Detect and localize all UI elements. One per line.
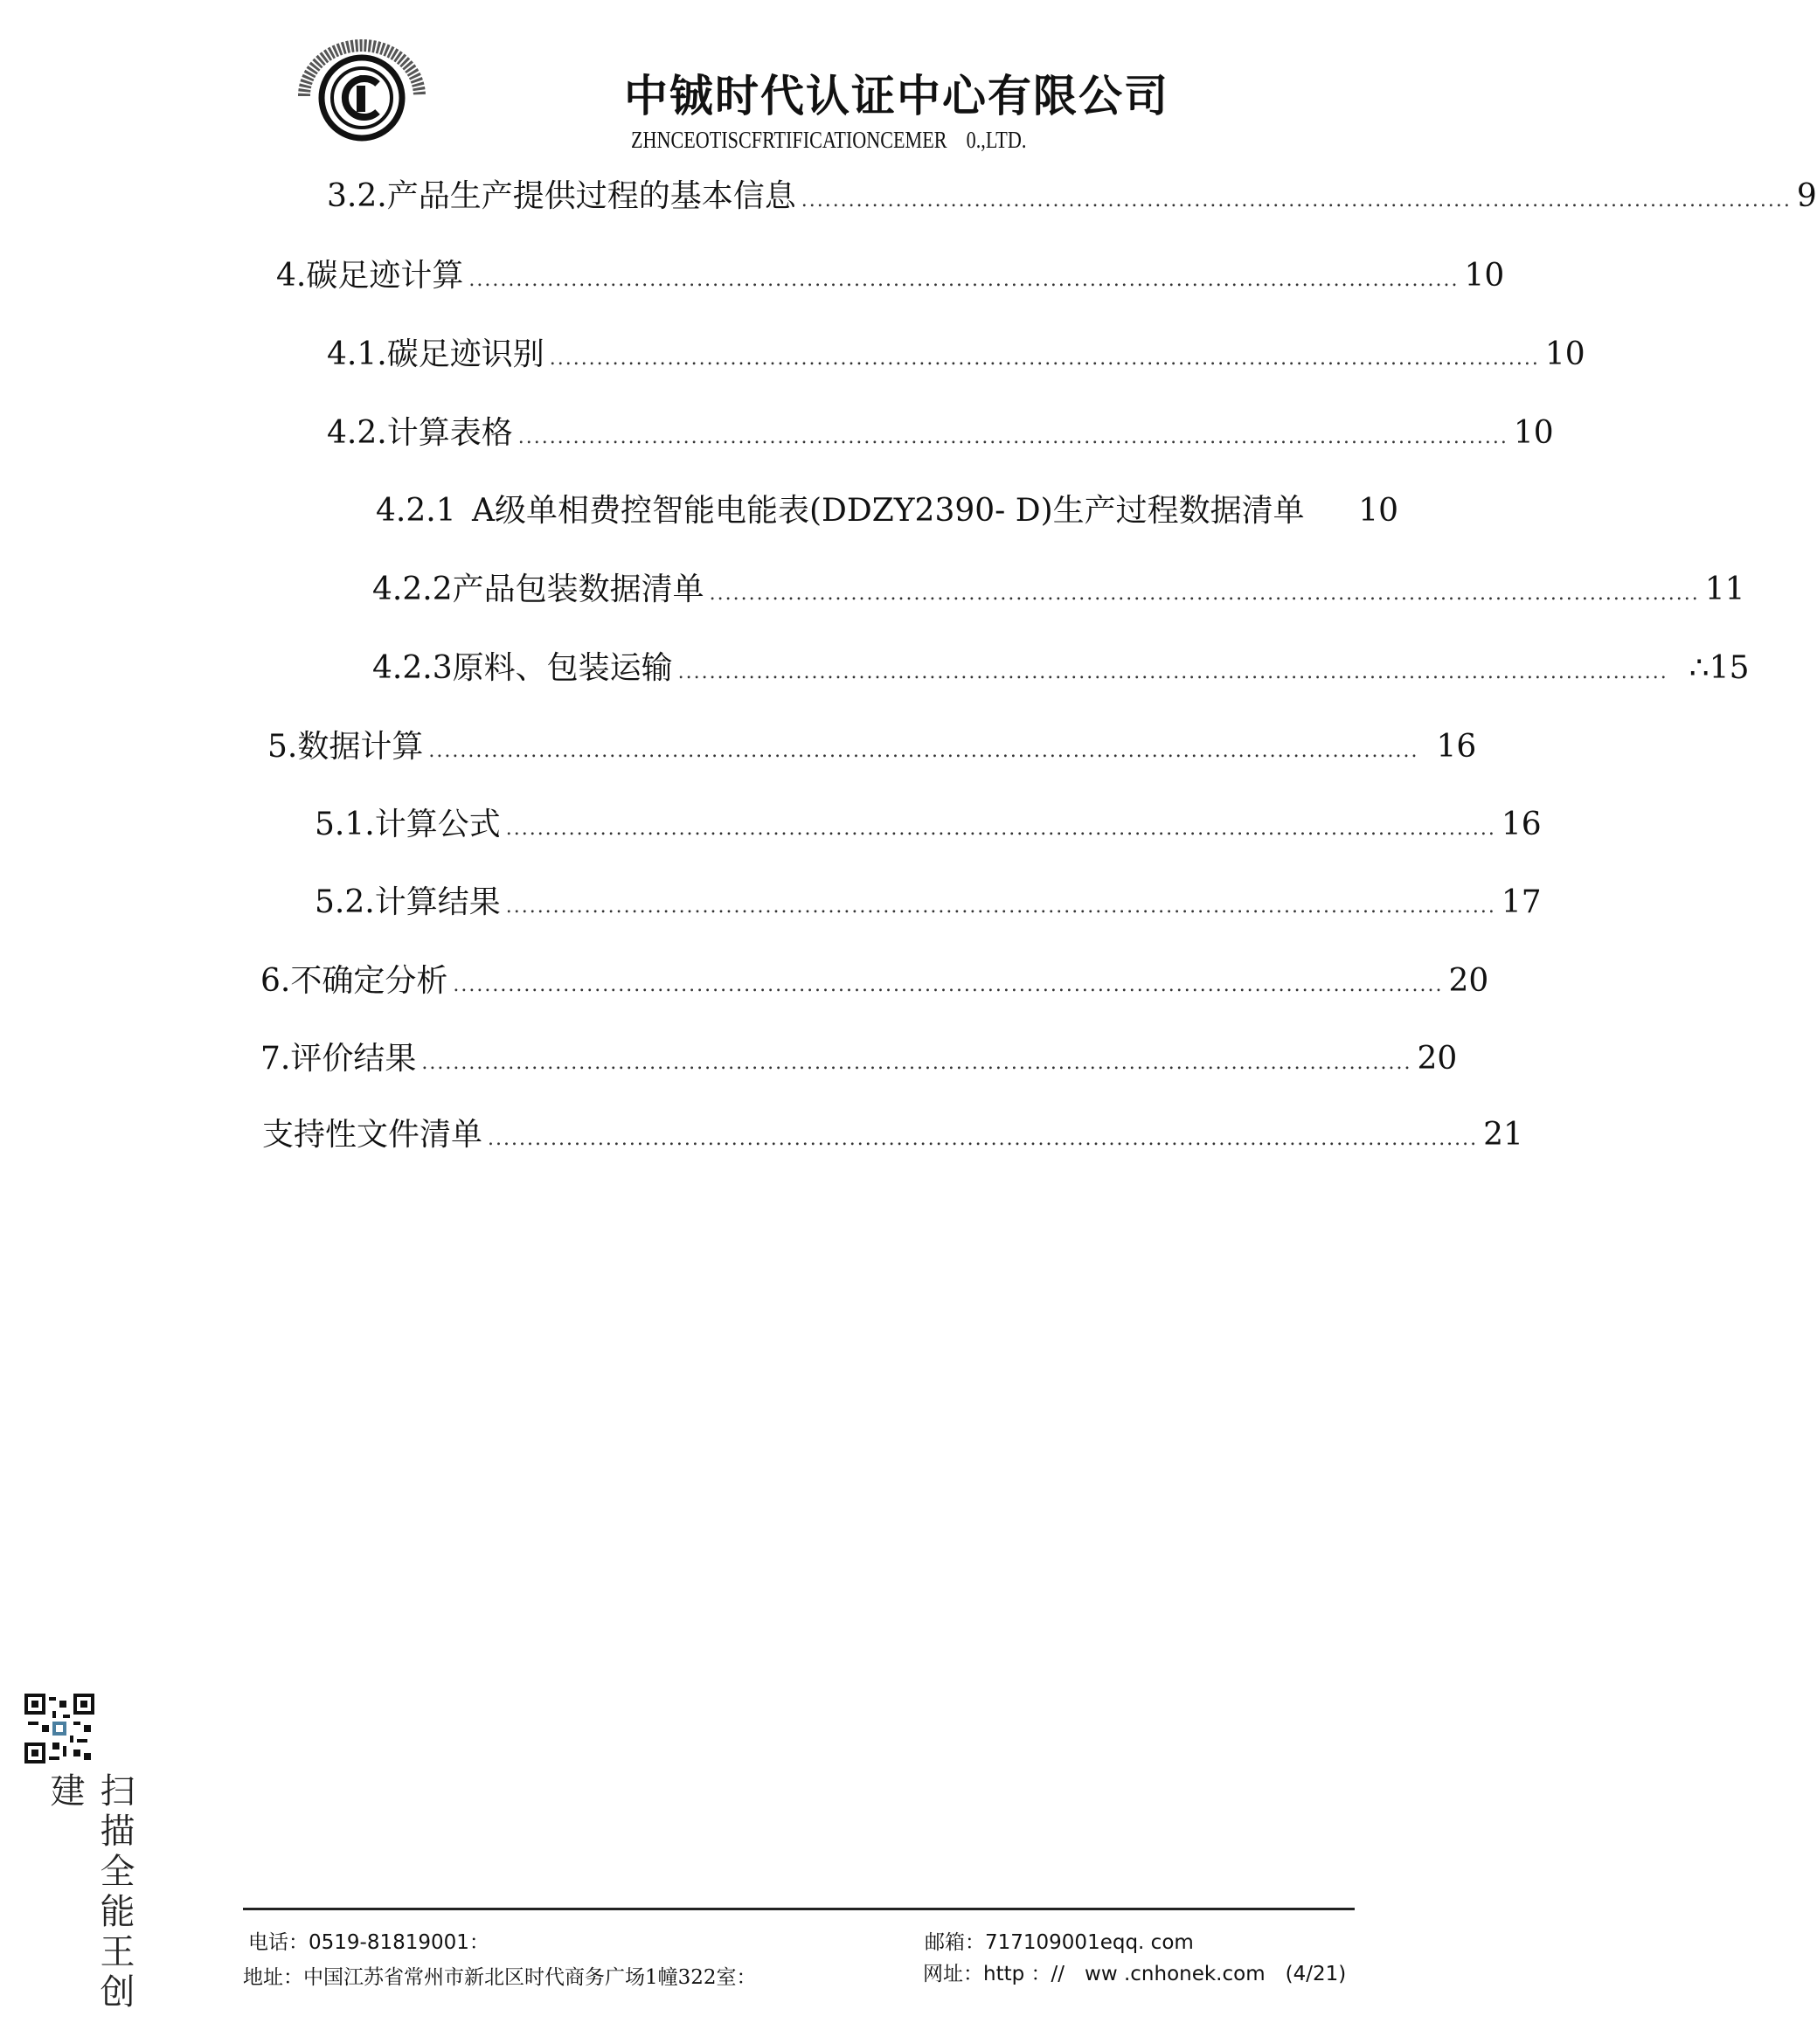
toc-leader-dots: ..............................................................................................................................: [505, 818, 1496, 840]
toc-title: A级单相费控智能电能表(DDZY2390- D)生产过程数据清单: [472, 493, 1305, 529]
toc-page-number: 10: [1358, 493, 1398, 529]
toc-page-number: ∴15: [1689, 650, 1750, 686]
company-name-en: ZHNCEOTISCFRTIFICATIONCEMER 0.,LTD.: [631, 127, 1027, 153]
toc-leader-dots: ..............................................................................................................................: [428, 740, 1419, 762]
toc-number: 4.2.2: [372, 572, 453, 607]
toc-entry-4-2-1[interactable]: [376, 486, 1398, 529]
toc-entry-4-2-3[interactable]: [372, 643, 1750, 686]
toc-entry-4[interactable]: [276, 251, 1505, 294]
toc-number: 5.2.: [315, 884, 375, 920]
toc-number: 5.: [267, 729, 298, 765]
company-name: 中铖时代认证中心有限公司: [624, 71, 1169, 121]
toc-leader-dots: ..............................................................................................................................: [453, 974, 1444, 996]
qr-code-icon: [24, 1694, 94, 1763]
toc-leader-dots: ..............................................................................................................................: [517, 426, 1508, 448]
toc-page-number: 21: [1483, 1117, 1523, 1153]
toc-leader-dots: ..............................................................................................................................: [421, 1052, 1412, 1074]
toc-title: 计算公式: [374, 807, 501, 842]
footer-address: 地址：中国江苏省常州市新北区时代商务广场1幢322室：: [243, 1966, 757, 1989]
toc-page-number: 11: [1704, 572, 1745, 607]
logo-letter: C: [292, 42, 293, 43]
toc-entry-5[interactable]: [267, 722, 1477, 765]
toc-title: 原料、包装运输: [452, 650, 673, 686]
footer-divider: [243, 1908, 1355, 1910]
toc-leader-dots: ..............................................................................................................................: [488, 1128, 1479, 1150]
toc-page-number: 20: [1448, 963, 1489, 999]
toc-entry-supporting-docs[interactable]: [262, 1110, 1523, 1153]
toc-title: 评价结果: [290, 1041, 417, 1077]
toc-leader-dots: ..............................................................................................................................: [549, 348, 1540, 370]
toc-leader-dots: ..............................................................................................................................: [468, 269, 1460, 291]
toc-page-number: 10: [1513, 415, 1554, 451]
toc-number: 4.2.1: [376, 493, 456, 529]
toc-title: 支持性文件清单: [262, 1117, 483, 1153]
scanner-watermark-text: 扫描全能王创建: [45, 1772, 135, 2013]
toc-number: 3.2.: [327, 178, 387, 214]
toc-title: 产品生产提供过程的基本信息: [386, 178, 796, 214]
toc-entry-4-2-2[interactable]: [372, 565, 1745, 607]
toc-number: 4.2.: [327, 415, 387, 451]
toc-entry-6[interactable]: [260, 956, 1489, 999]
toc-number: 5.1.: [315, 807, 375, 842]
toc-page-number: 16: [1501, 807, 1542, 842]
toc-entry-4-2[interactable]: [327, 408, 1554, 451]
toc-entry-3-2[interactable]: [327, 171, 1817, 214]
toc-title: 计算结果: [374, 884, 501, 920]
company-logo: [292, 42, 432, 147]
toc-entry-4-1[interactable]: [327, 329, 1585, 372]
toc-title: 碳足迹计算: [306, 258, 464, 294]
toc-entry-7[interactable]: [260, 1034, 1458, 1077]
toc-number: 4.: [276, 258, 307, 294]
toc-entry-5-2[interactable]: [315, 877, 1542, 920]
footer-email: 邮箱：717109001eqq. com: [925, 1931, 1194, 1954]
footer-website: 网址：http ：// ww .cnhonek.com (4/21): [923, 1963, 1347, 1985]
toc-page-number: 17: [1501, 884, 1542, 920]
toc-number: 6.: [260, 963, 291, 999]
toc-page-number: 9: [1796, 178, 1817, 214]
toc-number: 7.: [260, 1041, 291, 1077]
toc-number: 4.1.: [327, 336, 387, 372]
toc-leader-dots: ..............................................................................................................................: [677, 662, 1668, 683]
toc-entry-5-1[interactable]: [315, 800, 1542, 842]
toc-page-number: 20: [1417, 1041, 1458, 1077]
toc-title: 不确定分析: [290, 963, 448, 999]
toc-page-number: 10: [1464, 258, 1505, 294]
toc-number: 4.2.3: [372, 650, 453, 686]
toc-title: 碳足迹识别: [386, 336, 544, 372]
toc-page-number: 10: [1544, 336, 1585, 372]
toc-leader-dots: ..............................................................................................................................: [801, 190, 1792, 211]
toc-title: 计算表格: [386, 415, 513, 451]
toc-leader-dots: ..............................................................................................................................: [709, 583, 1700, 605]
toc-page-number: 16: [1436, 729, 1477, 765]
toc-title: 数据计算: [297, 729, 424, 765]
footer-phone: 电话：0519-81819001：: [248, 1931, 489, 1954]
toc-title: 产品包装数据清单: [452, 572, 704, 607]
toc-leader-dots: ..............................................................................................................................: [505, 896, 1496, 918]
